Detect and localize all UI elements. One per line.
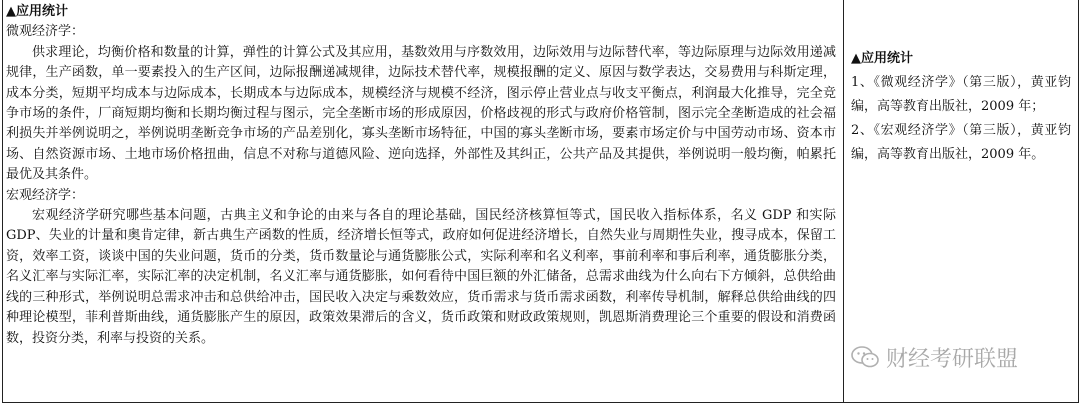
reference-item-2: 2、《宏观经济学》（第三版），黄亚钧编，高等教育出版社，2009 年。	[851, 123, 1071, 162]
macro-paragraph: 宏观经济学研究哪些基本问题，古典主义和争论的由来与各自的理论基础，国民经济核算恒等式，国民收入指标体系，名义 GDP 和实际 GDP、失业的计量和奥肯定律，新古典生产函数的性质，经济增长恒等式，政府如何促进经济增长，自然失业与周期性失业，搜寻成本，保留工资，效率工资，谈谈中国的失业问题，货币的分类，货币数量论与通货膨胀公式，实际利率和名义利率，事前利率和事后利率，通货膨胀分类，名义汇率与实际汇率，实际汇率的决定机制，名义汇率与通货膨胀，如何看待中国巨额的外汇储备，总需求曲线为什么向右下方倾斜，总供给曲线的三种形式，举例说明总需求冲击和总供给冲击，国民收入决定与乘数效应，货币需求与货币需求函数，利率传导机制，解释总供给曲线的四种理论模型，菲利普斯曲线，通货膨胀产生的原因，政策效果滞后的含义，货币政策和财政政策规则，凯恩斯消费理论三个重要的假设和消费函数，投资分类，利率与投资的关系。	[6, 208, 836, 346]
section-heading: ▲应用统计	[6, 4, 68, 19]
watermark-text: 财经考研联盟	[886, 346, 1019, 372]
watermark	[850, 340, 1075, 374]
micro-paragraph: 供求理论，均衡价格和数量的计算，弹性的计算公式及其应用，基数效用与序数效用，边际效用与边际替代率，等边际原理与边际效用递减规律，生产函数，单一要素投入的生产区间，边际报酬递减规律，边际技术替代率，规模报酬的定义、原因与数学表达，交易费用与科斯定理，成本分类，短期平均成本与边际成本，长期成本与边际成本，规模经济与规模不经济，图示停止营业点与收支平衡点，利润最大化推导，完全竞争市场的条件，厂商短期均衡和长期均衡过程与图示，完全垄断市场的形成原因，价格歧视的形式与政府价格管制，图示完全垄断造成的社会福利损失并举例说明之，举例说明垄断竞争市场的产品差别化，寡头垄断市场特征，中国的寡头垄断市场，要素市场定价与中国劳动市场、资本市场、自然资源市场、土地市场价格扭曲，信息不对称与道德风险、逆向选择，外部性及其纠正，公共产品及其提供，举例说明一般均衡，帕累托最优及其条件。	[6, 44, 836, 183]
reference-cell	[851, 47, 1071, 167]
syllabus-content-cell	[6, 2, 836, 349]
reference-item-1: 1、《微观经济学》（第三版），黄亚钧编，高等教育出版社，2009 年；	[851, 75, 1071, 114]
micro-label: 微观经济学：	[6, 24, 85, 40]
reference-heading: ▲应用统计	[851, 51, 913, 66]
column-divider	[843, 0, 844, 402]
macro-label: 宏观经济学：	[6, 187, 85, 203]
wechat-icon	[850, 345, 880, 369]
